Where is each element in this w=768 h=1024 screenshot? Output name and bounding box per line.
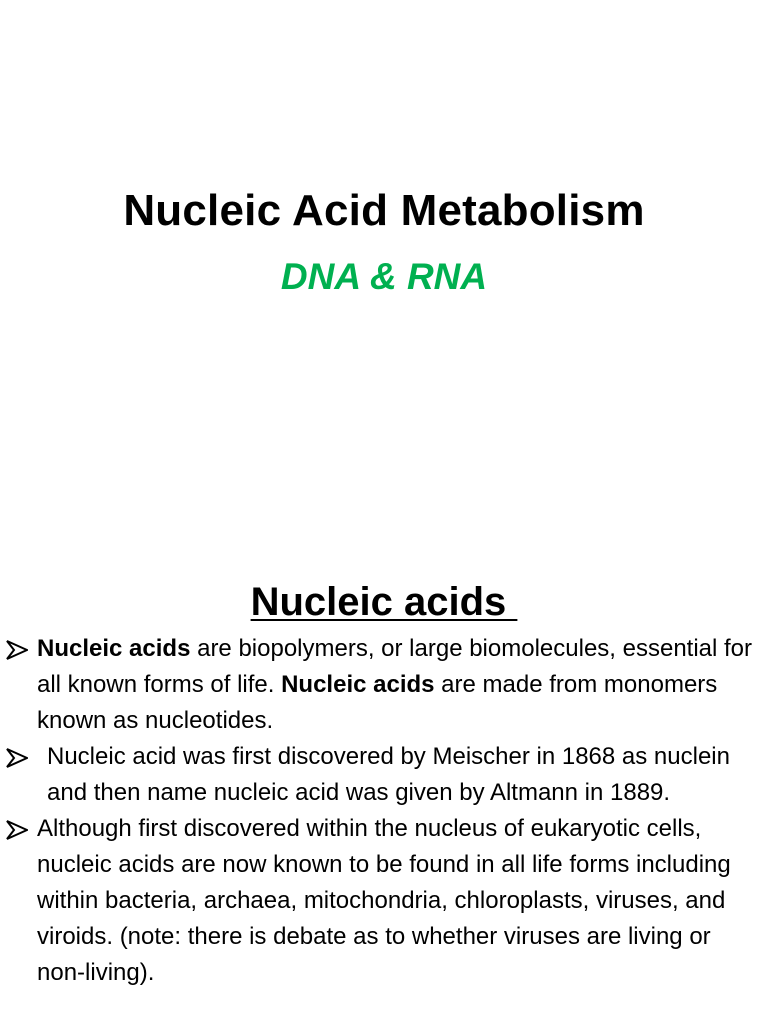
bullet-bold-term: Nucleic acids [281, 671, 435, 698]
bullet-item [0, 631, 768, 739]
bullet-bold-term: Nucleic acids [37, 635, 191, 662]
bullet-item [0, 811, 768, 991]
bullet-item [0, 739, 768, 811]
bullet-list [0, 631, 768, 991]
arrow-bullet-icon [6, 748, 28, 768]
bullet-text: are made from monomers known as nucleotides. [37, 671, 718, 734]
arrow-bullet-icon [6, 640, 28, 660]
bullet-text: Nucleic acid was first discovered by Meischer in 1868 as nuclein and then name nucleic acid was given by Altmann in 1889. [47, 743, 730, 806]
page-title: Nucleic Acid Metabolism [123, 186, 645, 235]
bullet-text: are biopolymers, or large biomolecules, essential for all known forms of life. [37, 635, 753, 698]
bullet-text: Although first discovered within the nucleus of eukaryotic cells, nucleic acids are now known to be found in all life forms including within bacteria, archaea, mitochondria, chloroplasts, viruses, and viroids. (note: there is debate as to whether viruses are living or non-living). [37, 815, 731, 986]
page-subtitle: DNA & RNA [280, 256, 488, 297]
section-heading: Nucleic acids [250, 580, 518, 624]
content-slide [0, 536, 768, 1024]
arrow-bullet-icon [6, 820, 28, 840]
